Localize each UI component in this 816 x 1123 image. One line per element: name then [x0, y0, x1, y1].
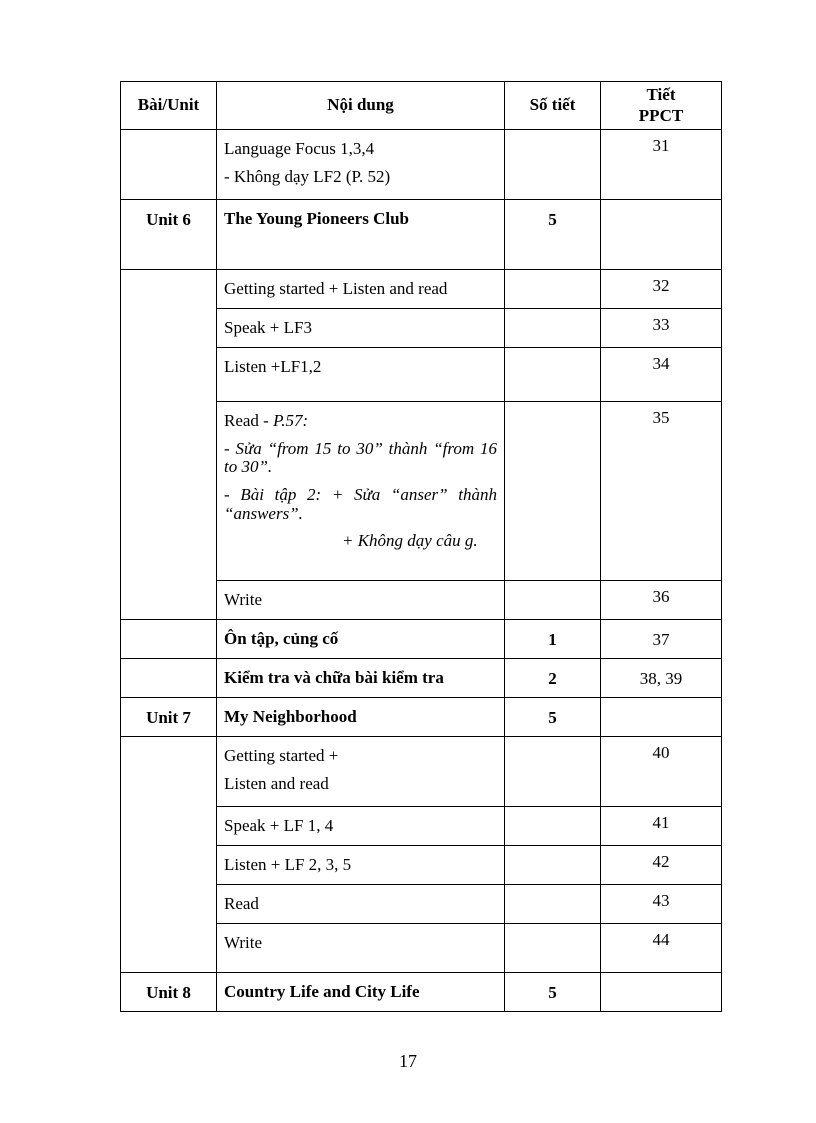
ppct-cell	[601, 973, 722, 1012]
ppct-cell	[601, 200, 722, 270]
table-row	[121, 270, 722, 309]
correction-note: + Không dạy câu g.	[342, 531, 478, 551]
table-row	[121, 620, 722, 659]
periods-cell	[505, 885, 601, 924]
periods-cell	[505, 130, 601, 200]
table-row	[121, 200, 722, 270]
table-row	[121, 973, 722, 1012]
content-cell: Country Life and City Life	[217, 973, 505, 1012]
periods-cell	[505, 402, 601, 581]
correction-note: - Bài tập 2: + Sửa “anser” thành “answers”.	[224, 485, 497, 523]
ppct-cell: 41	[601, 807, 722, 846]
unit-cell: Unit 8	[121, 973, 217, 1012]
header-content: Nội dung	[217, 82, 505, 130]
periods-cell: 5	[505, 698, 601, 737]
unit-cell	[121, 270, 217, 620]
content-cell: Listen + LF 2, 3, 5	[217, 846, 505, 885]
content-cell	[217, 737, 505, 807]
periods-cell	[505, 270, 601, 309]
content-line: - Không dạy LF2 (P. 52)	[224, 166, 391, 186]
content-line	[224, 412, 497, 431]
periods-cell	[505, 924, 601, 973]
content-cell	[217, 130, 505, 200]
periods-cell	[505, 846, 601, 885]
unit-cell: Unit 7	[121, 698, 217, 737]
content-line: Listen and read	[224, 773, 329, 793]
content-cell: Write	[217, 581, 505, 620]
table-row	[121, 698, 722, 737]
content-cell: The Young Pioneers Club	[217, 200, 505, 270]
header-unit: Bài/Unit	[121, 82, 217, 130]
content-cell: Speak + LF3	[217, 309, 505, 348]
ppct-cell: 42	[601, 846, 722, 885]
periods-cell	[505, 737, 601, 807]
content-line: Getting started +	[224, 746, 339, 765]
ppct-cell: 40	[601, 737, 722, 807]
ppct-cell: 34	[601, 348, 722, 402]
page-reference: P.57:	[273, 411, 309, 430]
content-cell: Speak + LF 1, 4	[217, 807, 505, 846]
periods-cell: 5	[505, 200, 601, 270]
content-cell	[217, 402, 505, 581]
periods-cell: 2	[505, 659, 601, 698]
content-cell: Getting started + Listen and read	[217, 270, 505, 309]
header-ppct-line1: Tiết	[646, 85, 676, 105]
ppct-cell: 38, 39	[601, 659, 722, 698]
periods-cell	[505, 309, 601, 348]
content-prefix: Read -	[224, 411, 274, 430]
ppct-cell: 35	[601, 402, 722, 581]
content-line: Language Focus 1,3,4	[224, 139, 375, 158]
periods-cell: 1	[505, 620, 601, 659]
periods-cell	[505, 348, 601, 402]
content-cell: Ôn tập, củng cố	[217, 620, 505, 659]
ppct-cell: 33	[601, 309, 722, 348]
table-row	[121, 130, 722, 200]
ppct-cell: 31	[601, 130, 722, 200]
content-cell: Read	[217, 885, 505, 924]
unit-cell	[121, 620, 217, 659]
content-cell: Write	[217, 924, 505, 973]
lesson-plan-table	[120, 81, 722, 1012]
periods-cell: 5	[505, 973, 601, 1012]
header-ppct-line2: PPCT	[638, 105, 684, 125]
ppct-cell: 43	[601, 885, 722, 924]
header-ppct	[601, 82, 722, 130]
unit-cell: Unit 6	[121, 200, 217, 270]
ppct-cell: 36	[601, 581, 722, 620]
unit-cell	[121, 737, 217, 973]
ppct-cell	[601, 698, 722, 737]
table-row	[121, 737, 722, 807]
periods-cell	[505, 807, 601, 846]
content-cell: Kiểm tra và chữa bài kiểm tra	[217, 659, 505, 698]
unit-cell	[121, 130, 217, 200]
content-cell: Listen +LF1,2	[217, 348, 505, 402]
ppct-cell: 37	[601, 620, 722, 659]
table-row	[121, 659, 722, 698]
table-header-row	[121, 82, 722, 130]
ppct-cell: 44	[601, 924, 722, 973]
unit-cell	[121, 659, 217, 698]
content-cell: My Neighborhood	[217, 698, 505, 737]
correction-note: - Sửa “from 15 to 30” thành “from 16 to 30”.	[224, 438, 497, 477]
ppct-cell: 32	[601, 270, 722, 309]
periods-cell	[505, 581, 601, 620]
page-number: 17	[399, 1051, 417, 1071]
header-periods: Số tiết	[505, 82, 601, 130]
